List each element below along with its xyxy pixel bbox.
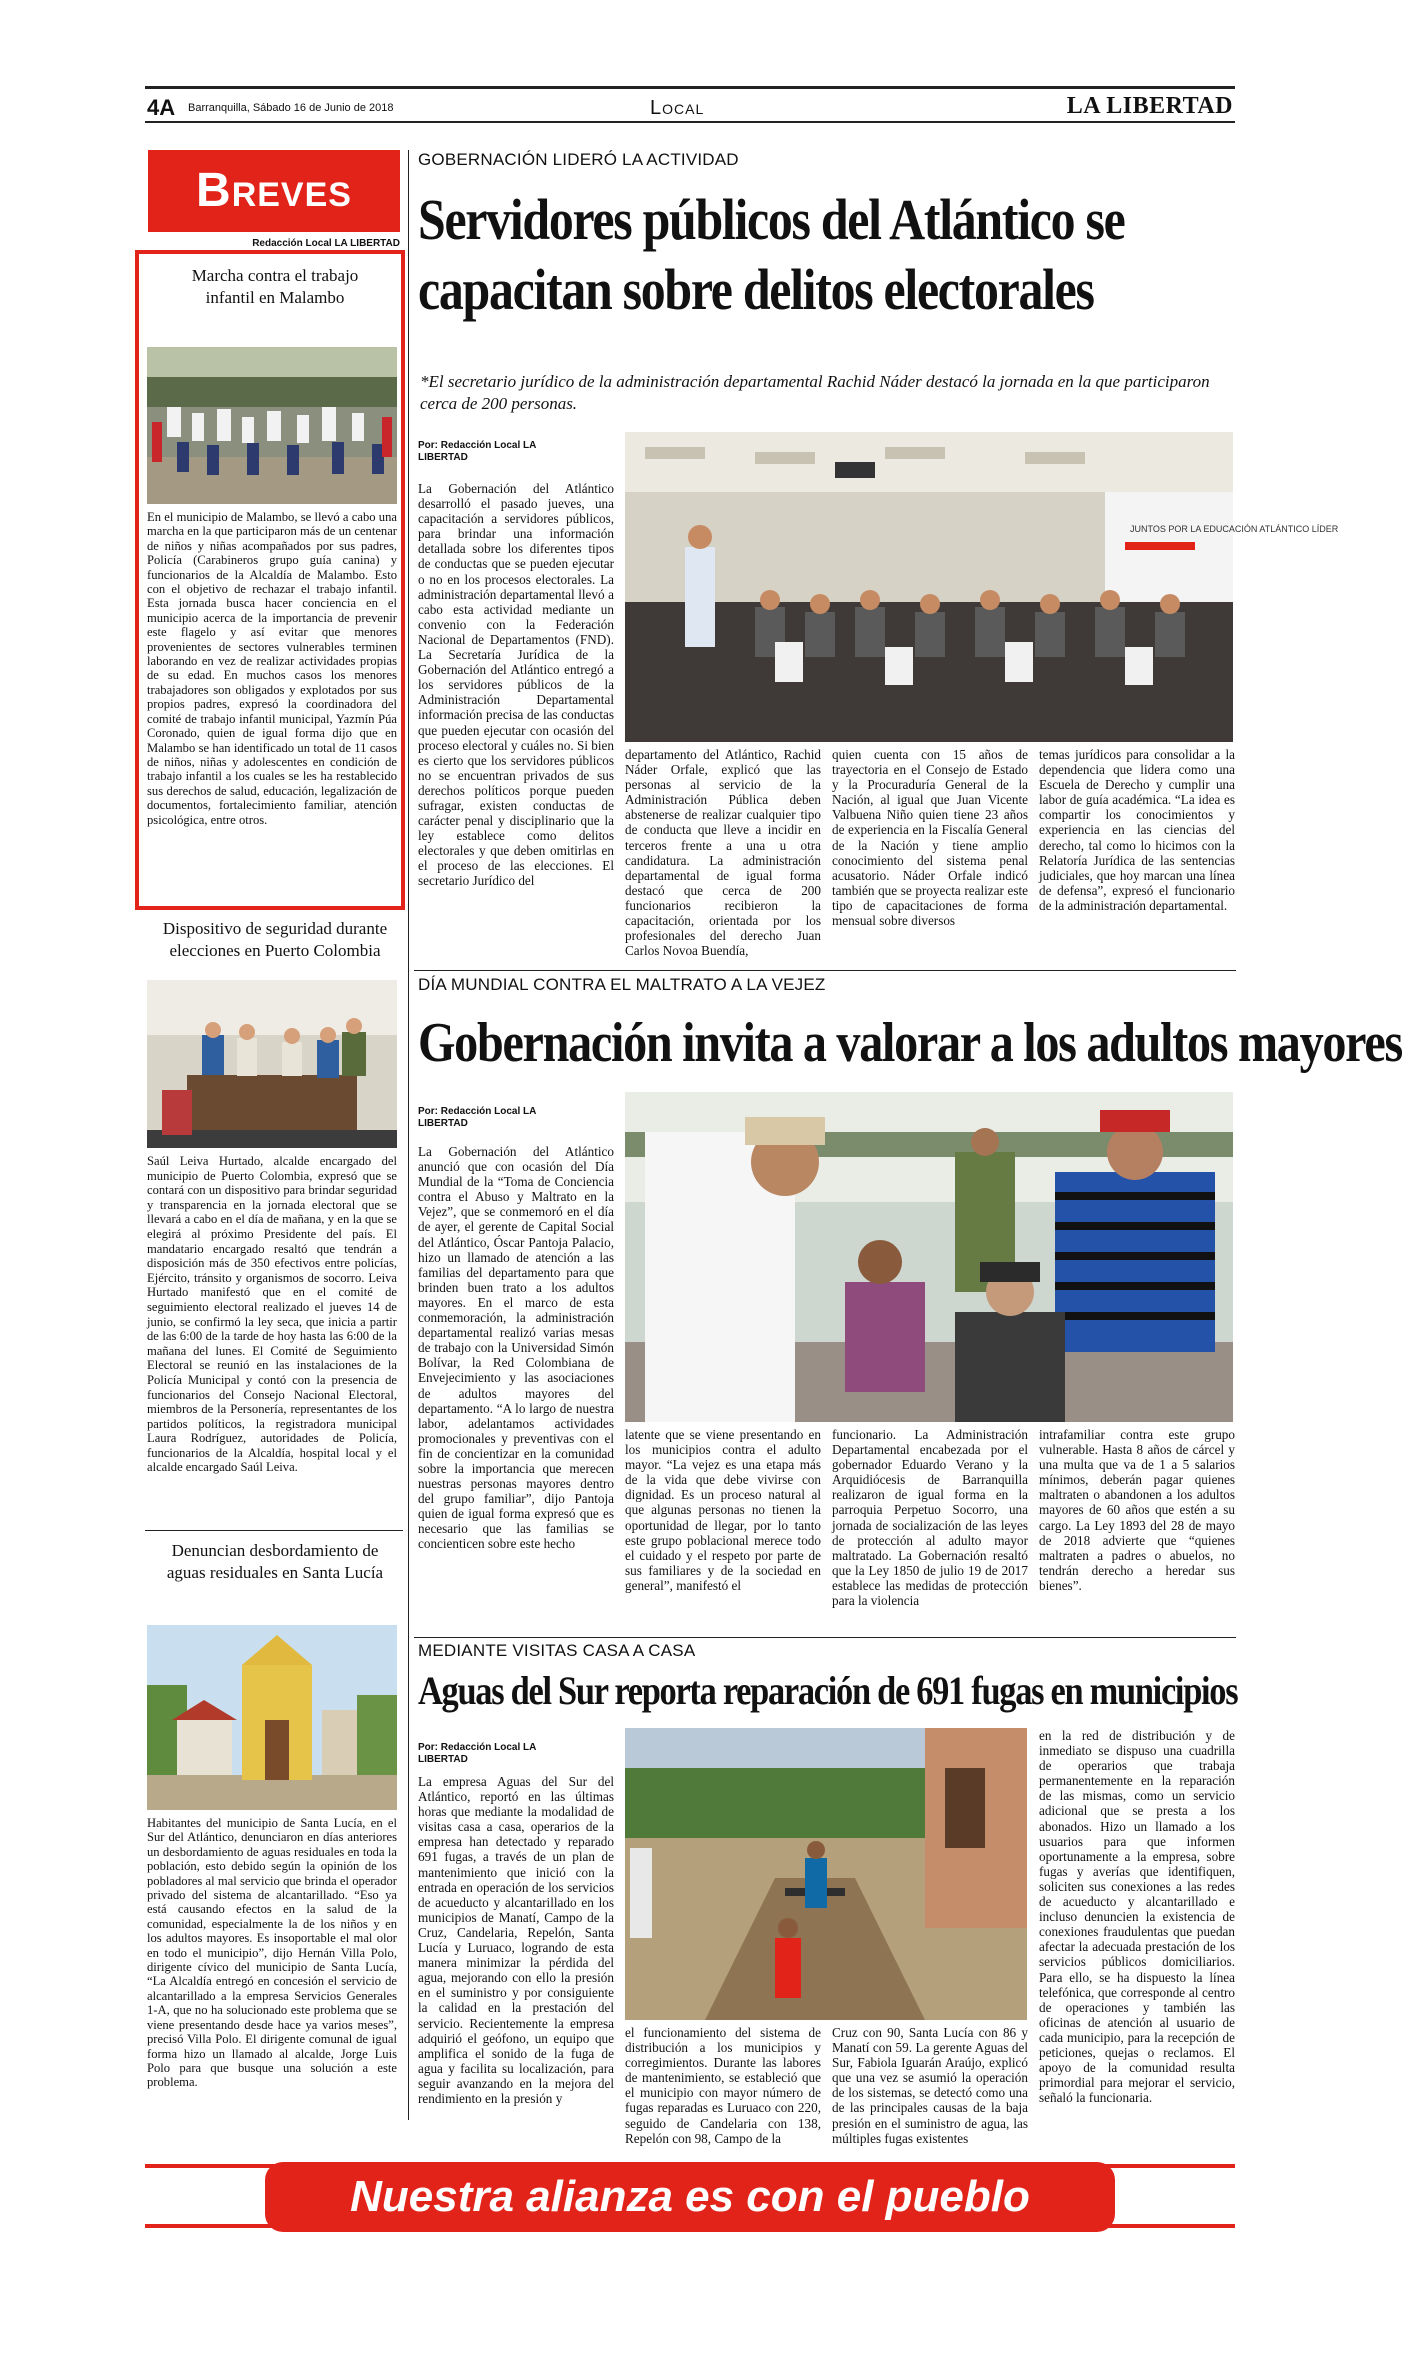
brief-title: Dispositivo de seguridad durante elecciones en Puerto Colombia [162, 919, 388, 960]
section-name: Local [650, 97, 705, 119]
brief-divider [145, 1530, 403, 1531]
breves-label: Breves [196, 164, 352, 217]
article3-col1: La empresa Aguas del Sur del Atlántico, reportó en las últimas horas que mediante la modalidad de visitas casa a casa, operarios de la empresa han detectado y reparado 691 fugas, a través de un plan de mantenimiento que inició con la entrada en operación de los servicios de acueducto y alcantarillado en los municipios de Manatí, Campo de la Cruz, Candelaria, Repelón, Santa Lucía y Luruaco, logrando de esta manera minimizar la pérdida del agua, mejorando con ello la presión en el suministro y por consiguiente la calidad en la prestación del servicio. Recientemente la empresa adquirió el geófono, un equipo que amplifica el sonido de la fuga de agua y facilita su localización, para seguir avanzando en la mejora del rendimiento en la presión y [418, 1774, 614, 2106]
article1-col2: departamento del Atlántico, Rachid Náder Orfale, explicó que las personas al servicio de la Administración Pública deben abstenerse de realizar cualquier tipo de conducta que lleve a incidir en terceros frente a una u otra candidatura. La administración departamental de igual forma destacó que cerca de 200 funcionarios recibieron la capacitación, orientada por los profesionales del derecho Juan Carlos Novoa Buendía, [625, 747, 821, 959]
article1-col1: La Gobernación del Atlántico desarrolló el pasado jueves, una capacitación a servidores públicos, para brindar una información detallada sobre los diferentes tipos de conductas que se pueden ejecutar o no en los procesos electorales. La administración departamental llevó a cabo esta actividad mediante un convenio con la Federación Nacional de Departamentos (FND). La Secretaría Jurídica de la Gobernación del Atlántico entregó a los servidores públicos de la Administración Departamental información precisa de las conductas que pueden ejecutar con ocasión del proceso electoral y cuáles no. Si bien es cierto que los servidores públicos no se encuentran privados de sus derechos políticos porque pueden sufragar, existen conductas de carácter penal y disciplinario que la ley establece como delitos electorales y que deben omitirlas en el proceso de las elecciones. El secretario Jurídico del [418, 481, 614, 889]
article2-kicker: DÍA MUNDIAL CONTRA EL MALTRATO A LA VEJEZ [418, 975, 826, 994]
footer-slogan: Nuestra alianza es con el pueblo [350, 2172, 1030, 2221]
article3-byline: Por: Redacción Local LA LIBERTAD [418, 1742, 536, 1765]
article3-col3: Cruz con 90, Santa Lucía con 86 y Manatí con 59. La gerente Aguas del Sur, Fabiola Iguarán Araújo, explicó que una vez se asumió la operación de los sistemas, se detectó como una de las principales causas de la baja presión en el suministro de agua, las múltiples fugas existentes [832, 2025, 1028, 2146]
article1-col3: quien cuenta con 15 años de trayectoria en el Consejo de Estado y la Procuraduría General de la Nación, al igual que Juan Vicente Valbuena Niño quien tiene 23 años de experiencia en la Fiscalía General de la Nación y tiene amplio conocimiento del sistema penal acusatorio. Náder Orfale indicó también que se proyecta realizar este tipo de capacitaciones de forma mensual sobre diversos [832, 747, 1028, 929]
photo-malambo-march [147, 347, 397, 504]
column-divider [408, 150, 409, 2120]
brief-body: Habitantes del municipio de Santa Lucía, en el Sur del Atlántico, denunciaron en días anteriores un desbordamiento de aguas residuales en toda la población, esto debido según la opinión de los pobladores al mal servicio que brinda el operador privado del sistema de alcantarillado. “Eso ya está causando efectos en la salud de la comunidad, especialmente la de los niños y en los adultos mayores. Es insoportable el mal olor en todo el municipio”, dijo Hernán Villa Polo, dirigente cívico del municipio de Santa Lucía, “La Alcaldía entregó en concesión el servicio de alcantarillado a la empresa Servicios Generales 1-A, que no ha solucionado este problema que se viene presentando desde hace ya varios meses”, precisó Villa Polo. El dirigente comunal de igual forma hizo un llamado al alcalde, Jorge Luis Polo para que busque una solución a este problema. [147, 1816, 397, 2090]
brief-body: Saúl Leiva Hurtado, alcalde encargado del municipio de Puerto Colombia, expresó que se contará con un dispositivo para brindar seguridad y transparencia en la jornada electoral que se llevará a cabo en el día de mañana, y en la que se elegirá al próximo Presidente del país. El mandatario encargado resaltó que tendrán a disposición más de 350 efectivos entre policías, Ejército, tránsito y organismos de socorro. Leiva Hurtado manifestó que en el comité de seguimiento electoral realizado el jueves 14 de junio, se confirmó la ley seca, que inicia a partir de las 6:00 de la tarde de hoy hasta las 6:00 de la mañana del lunes. El Comité de Seguimiento Electoral se reunió en las instalaciones de la Policía Municipal y contó con la presencia de funcionarios del Consejo Nacional Electoral, miembros de la Personería, representantes de los partidos políticos, la registradora municipal Laura Rodríguez, autoridades de Policía, funcionarios de la Alcaldía, hospital local y el alcalde encargado Saúl Leiva. [147, 1154, 397, 1475]
article3-col2: el funcionamiento del sistema de distribución a los municipios y corregimientos. Durante las labores de mantenimiento, se estableció que el municipio con mayor número de fugas reparadas es Luruaco con 220, seguido de Candelaria con 138, Repelón con 98, Campo de la [625, 2025, 821, 2146]
photo-santa-lucia-church [147, 1625, 397, 1810]
article-divider [414, 970, 1236, 971]
photo-security-meeting [147, 980, 397, 1148]
article1-byline: Por: Redacción Local LA LIBERTAD [418, 440, 536, 463]
brief-title: Marcha contra el trabajo infantil en Malambo [191, 266, 359, 307]
footer-banner [145, 2162, 1235, 2232]
page-number: 4A [147, 95, 176, 120]
brief-body: En el municipio de Malambo, se llevó a cabo una marcha en la que participaron más de un centenar de niños y niñas acompañados por sus padres, Policía (Carabineros grupo guía canina) y funcionarios de la Alcaldía de Malambo. Esto con el objetivo de rechazar el trabajo infantil. Esta jornada busca hacer conciencia en el municipio acerca de la importancia de prevenir este flagelo y así evitar que menores provenientes de sectores vulnerables terminen laborando en vez de realizar actividades propias de su edad. En muchos casos los menores trabajadores son obligados y explotados por sus propios padres, expresó la coordinadora del comité de trabajo infantil municipal, Yazmín Púa Coronado, quien de igual forma dijo que en Malambo se han identificado un total de 11 casos de niños, niñas y adolescentes en condición de trabajo infantil a los cuales se les ha restablecido sus derechos de salud, educación, legalización de documentos, fortalecimiento familiar, atención psicológica, entre otros. [147, 510, 397, 827]
photo-water-repair [625, 1728, 1027, 2020]
breves-banner [148, 150, 400, 232]
article2-headline: Gobernación invita a valorar a los adultos mayores [418, 1012, 1402, 1074]
article2-col4: intrafamiliar contra este grupo vulnerable. Hasta 8 años de cárcel y una multa que va de 1 a 5 salarios mínimos, deberán pagar quienes maltraten o abandonen a los adultos mayores de 60 años que estén a su cargo. La Ley 1893 del 28 de mayo de 2018 advierte que “quienes maltraten a padres o abuelos, no tendrán derecho a heredar sus bienes”. [1039, 1427, 1235, 1593]
breves-credit: Redacción Local LA LIBERTAD [252, 238, 400, 249]
article3-headline: Aguas del Sur reporta reparación de 691 fugas en municipios [418, 1668, 1238, 1713]
article1-col4: temas jurídicos para consolidar a la dependencia que lidera como una Escuela de Derecho y cumplir una labor de guía académica. “La idea es compartir los conocimientos y experiencia en las ciencias del derecho, tal como lo hicimos con la Relatoría Jurídica de las sentencias judiciales, que hoy marcan una línea de defensa”, expresó el funcionario de la administración departamental. [1039, 747, 1235, 913]
article3-col4: en la red de distribución y de inmediato se dispuso una cuadrilla de operarios que trabaja permanentemente en la reparación de las mismas, como un servicio adicional que se presta a los abonados. Hizo un llamado a los usuarios para que informen oportunamente a la empresa, sobre fugas y averías que identifiquen, soliciten sus conexiones a las redes de acueducto y alcantarillado e incluso denuncien la existencia de conexiones fraudulentas que puedan afectar la adecuada prestación de los servicios públicos domiciliarios. Para ello, se ha dispuesto la línea telefónica, que corresponde al centro de operaciones y también las oficinas de atención al usuario de cada municipio, para la recepción de peticiones, quejas o reclamos. El apoyo de la comunidad resulta primordial para mejorar el servicio, señaló la funcionaria. [1039, 1728, 1235, 2106]
photo-elderly-event [625, 1092, 1233, 1422]
article1-headline: Servidores públicos del Atlántico se capacitan sobre delitos electorales [418, 187, 1125, 322]
article2-col2: latente que se viene presentando en los municipios contra el adulto mayor. “La vejez es una etapa más de la vida que debe vivirse con dignidad. Es un proceso natural al que algunas personas no tienen la oportunidad de llegar, por lo tanto este grupo poblacional merece todo el cuidado y el respeto por parte de sus familiares y de la sociedad en general”, manifestó el [625, 1427, 821, 1593]
article2-byline: Por: Redacción Local LA LIBERTAD [418, 1106, 536, 1129]
article2-col1: La Gobernación del Atlántico anunció que con ocasión del Día Mundial de la “Toma de Conciencia contra el Abuso y Maltrato en la Vejez”, que se conmemoró en el día de ayer, el gerente de Capital Social del Atlántico, Óscar Pantoja Palacio, hizo un llamado de atención a las familias del departamento para que brinden buen trato a los adultos mayores. En el marco de esta conmemoración, la administración departamental realizó varias mesas de trabajo con la Universidad Simón Bolívar, la Red Colombiana de Envejecimiento y las asociaciones de adultos mayores del departamento. “A lo largo de nuestra labor, adelantamos actividades promocionales y preventivas con el fin de concientizar en la comunidad sobre la importancia que merecen nuestras personas mayores dentro del grupo familiar”, dijo Pantoja quien de igual forma expresó que es necesario que las familias se concienticen sobre este hecho [418, 1144, 614, 1552]
article1-kicker: GOBERNACIÓN LIDERÓ LA ACTIVIDAD [418, 150, 739, 169]
article-divider [414, 1637, 1236, 1638]
article3-kicker: MEDIANTE VISITAS CASA A CASA [418, 1641, 696, 1660]
photo-training-session [625, 432, 1339, 742]
dateline: Barranquilla, Sábado 16 de Junio de 2018 [188, 102, 394, 114]
brief-title: Denuncian desbordamiento de aguas residuales en Santa Lucía [166, 1541, 384, 1582]
article2-col3: funcionario. La Administración Departamental encabezada por el gobernador Eduardo Verano y la Arquidiócesis de Barranquilla realizaron de igual forma en la parroquia Perpetuo Socorro, una jornada de socialización de las leyes de protección al adulto mayor maltratado. La Gobernación resaltó que la Ley 1850 de julio 19 de 2017 establece las medidas de protección para la violencia [832, 1427, 1028, 1609]
photo-banner-text: JUNTOS POR LA EDUCACIÓN ATLÁNTICO LÍDER [1130, 524, 1339, 534]
article1-subhead: *El secretario jurídico de la administración departamental Rachid Náder destacó la jornada en la que participaron cerca de 200 personas. [420, 372, 1210, 413]
top-rule [145, 86, 1235, 89]
masthead: LA LIBERTAD [1066, 93, 1233, 119]
header-bottom-rule [145, 121, 1235, 123]
